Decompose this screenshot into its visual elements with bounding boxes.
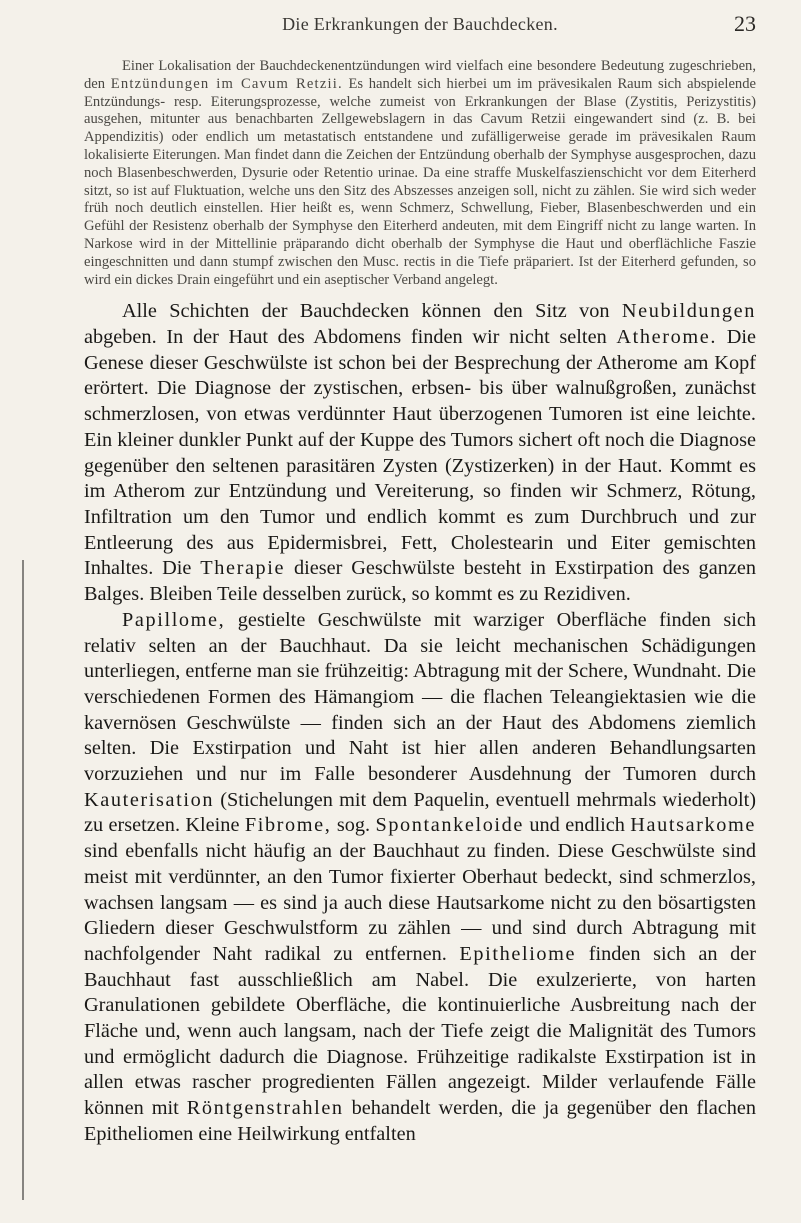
book-page [84,11,757,1148]
spaced-term: Epitheliome [459,942,577,965]
spaced-term: Fibrome, [244,814,332,837]
paragraph-neubildungen: Alle Schichten der Bauchdecken können den Sitz von Neubildungen abgeben. In der Haut des Abdomens finden wir nicht selten Atherome. Die Genese dieser Geschwülste ist schon bei der Besprechung der Atherome am Kopf erörtert. Die Diagnose der zystischen, erbsen- bis über walnußgroßen, zunächst schmerzlosen, von etwas verdünnter Haut überzogenen Tumoren ist eine leichte. Ein kleiner dunkler Punkt auf der Kuppe des Tumors sichert oft noch die Diagnose gegenüber den seltenen parasitären Zysten (Zystizerken) in der Haut. Kommt es im Atherom zur Entzündung und Vereiterung, so finden wir Schmerz, Rötung, Infiltration um den Tumor und endlich kommt es zum Durchbruch und zur Entleerung des aus Epidermisbrei, Fett, Cholestearin und Eiter gemischten Inhaltes. Die Therapie dieser Geschwülste besteht in Exstirpation des ganzen Balges. Bleiben Teile desselben zurück, so kommt es zu Rezidiven. [84,300,756,606]
spaced-term: Hautsarkome [630,814,756,837]
page-number: 23 [734,11,756,36]
running-title: Die Erkrankungen der Bauchdecken. [282,14,558,34]
scan-margin-line [22,560,24,1200]
spaced-term: Neubildungen [621,300,756,323]
spaced-term: Entzündungen im Cavum Retzii. [110,75,343,92]
small-print-paragraph: Einer Lokalisation der Bauchdeckenentzündungen wird vielfach eine besondere Bedeutung zugeschrieben, den Entzündungen im Cavum Retzii. Es handelt sich hierbei um im prävesikalen Raum sich abspielende Entzündungs- resp. Eiterungsprozesse, welche zumeist von Erkrankungen der Blase (Zystitis, Perizystitis) ausgehen, mitunter aus benachbarten Zellgewebslagern in das Cavum Retzii eingewandert sind (z. B. bei Appendizitis) oder endlich um metastatisch entstandene und zufälligerweise gerade im prävesikalen Raum lokalisierte Eiterungen. Man findet dann die Zeichen der Entzündung oberhalb der Symphyse ausgesprochen, dazu noch Blasenbeschwerden, Dysurie oder Retentio urinae. Da eine straffe Muskelfaszienschicht vor dem Eiterherd sitzt, so ist auf Fluktuation, welche uns den Sitz des Abszesses anzeigen soll, nicht zu zählen. Sie wird sich weder früh noch deutlich einstellen. Hier heißt es, wenn Schmerz, Schwellung, Fieber, Blasenbeschwerden und ein Gefühl der Resistenz oberhalb der Symphyse den Eiterherd andeuten, mit dem Eingriff nicht zu lange warten. In Narkose wird in der Mittellinie präparando dicht oberhalb der Symphyse die Haut und oberflächliche Faszie eingeschnitten und dann stumpf zwischen den Musc. rectis in die Tiefe präpariert. Ist der Eiterherd gefunden, so wird ein dickes Drain eingeführt und ein aseptischer Verband angelegt. [84,58,756,288]
spaced-term: Atherome. [616,326,717,349]
paragraph-papillome: Papillome, gestielte Geschwülste mit warziger Oberfläche finden sich relativ selten an der Bauchhaut. Da sie leicht mechanischen Schädigungen unterliegen, entferne man sie frühzeitig: Abtragung mit der Schere, Wundnaht. Die verschiedenen Formen des Hämangiom — die flachen Teleangiektasien wie die kavernösen Geschwülste — finden sich an der Haut des Abdomens ziemlich selten. Die Exstirpation und Naht ist hier allen anderen Behandlungsarten vorzuziehen und nur im Falle besonderer Ausdehnung der Tumoren durch Kauterisation (Stichelungen mit dem Paquelin, eventuell mehrmals wiederholt) zu ersetzen. Kleine Fibrome, sog. Spontankeloide und endlich Hautsarkome sind ebenfalls nicht häufig an der Bauchhaut zu finden. Diese Geschwülste sind meist mit verdünnter, an den Tumor fixierter Oberhaut bedeckt, sind schmerzlos, wachsen langsam — es sind ja auch diese Hautsarkome nicht zu den bösartigsten Gliedern dieser Geschwulstform zu zählen — und sind durch Abtragung mit nachfolgender Naht radikal zu entfernen. Epitheliome finden sich an der Bauchhaut fast ausschließlich am Nabel. Die exulzerierte, von harten Granulationen gebildete Oberfläche, die kontinuierliche Ausbreitung nach der Fläche und, wenn auch langsam, nach der Tiefe zeigt die Malignität des Tumors und ermöglicht dadurch die Diagnose. Frühzeitige radikalste Exstirpation ist in allen etwas rascher progredienten Fällen angezeigt. Milder verlaufende Fälle können mit Röntgenstrahlen behandelt werden, die ja gegenüber den flachen Epitheliomen eine Heilwirkung entfalten [84,608,757,1145]
main-text [84,299,756,1147]
spaced-term: Kauterisation [84,788,215,811]
spaced-term: Therapie [200,557,286,580]
spaced-term: Röntgenstrahlen [186,1097,344,1120]
spaced-term: Papillome, [122,608,226,631]
spaced-term: Spontankeloide [375,814,525,837]
page-header [84,11,756,44]
